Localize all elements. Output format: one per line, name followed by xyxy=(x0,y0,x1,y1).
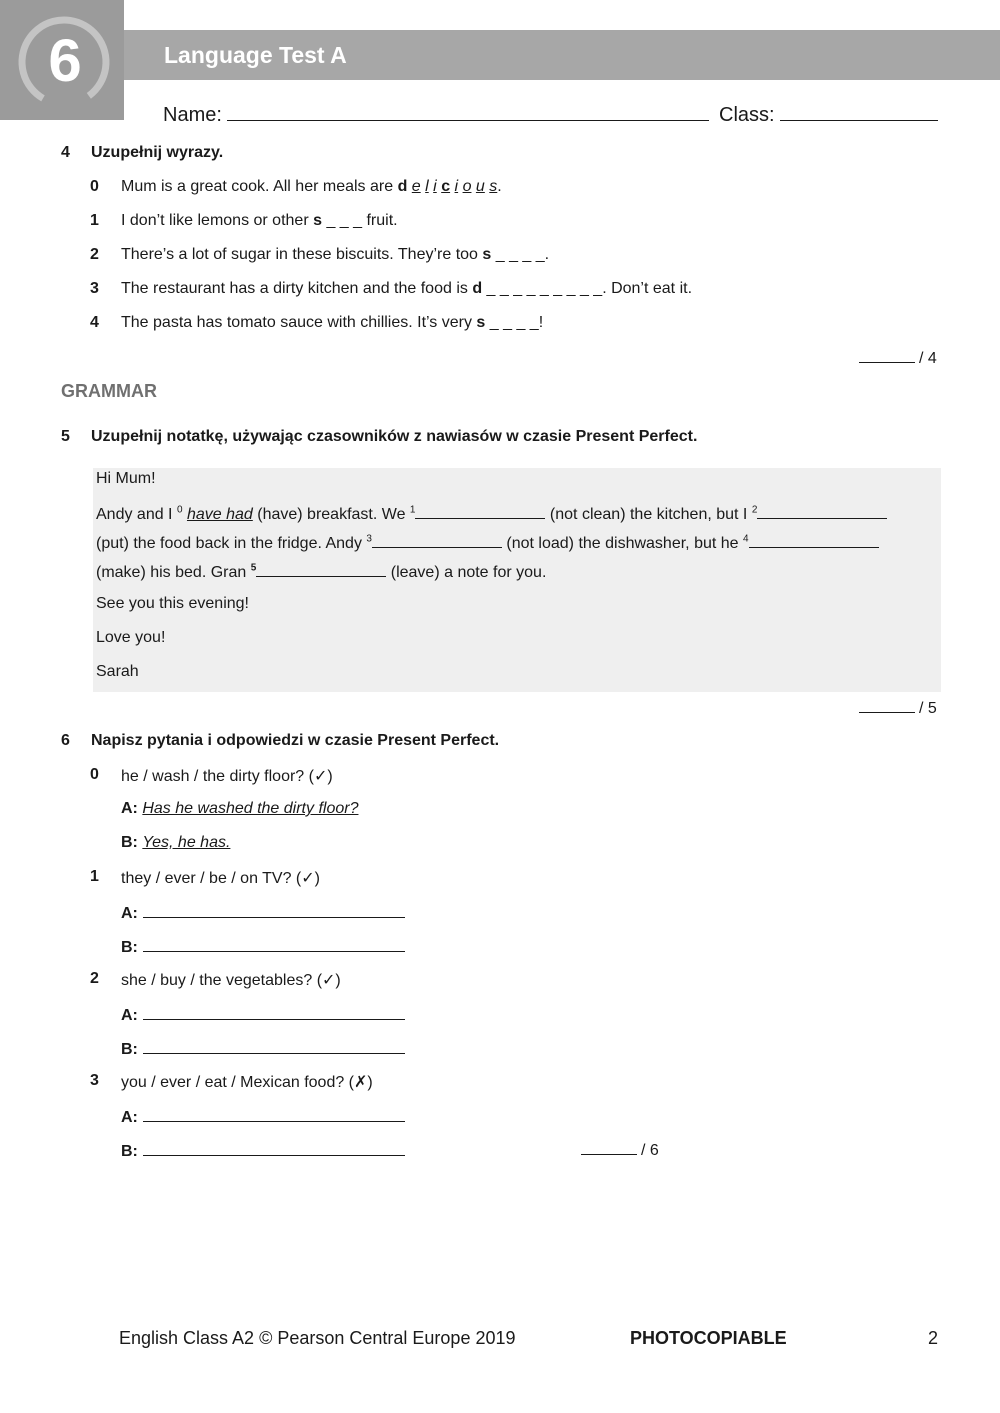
exercise-number: 5 xyxy=(61,428,70,445)
note-closing: Love you! xyxy=(96,629,166,646)
letter: c xyxy=(441,178,451,195)
example-answer: Has he washed the dirty floor? xyxy=(142,800,359,817)
test-title: Language Test A xyxy=(164,42,347,68)
item-number: 1 xyxy=(90,868,99,885)
first-letter: d xyxy=(397,178,408,195)
a-label: A: xyxy=(121,1109,138,1126)
exercise-5-heading xyxy=(61,428,697,446)
name-class-row xyxy=(163,102,938,127)
class-field[interactable] xyxy=(780,102,938,121)
first-letter: s xyxy=(476,314,486,331)
answer-field[interactable] xyxy=(143,936,405,952)
answer-field[interactable] xyxy=(143,1106,405,1122)
exercise-number: 4 xyxy=(61,144,70,161)
ex6-answer-b xyxy=(121,936,405,957)
name-label: Name: xyxy=(163,104,222,126)
gap-number: 3 xyxy=(366,533,372,545)
note-greeting: Hi Mum! xyxy=(96,470,156,487)
letter: u xyxy=(475,178,485,195)
gap-4-field[interactable] xyxy=(749,532,879,548)
note-text: (not clean) the kitchen, but I xyxy=(545,506,752,523)
ex6-answer-b xyxy=(121,1140,405,1161)
gap-1-field[interactable] xyxy=(415,503,545,519)
score-field[interactable] xyxy=(581,1140,637,1155)
first-letter: s xyxy=(313,212,322,229)
first-letter: s xyxy=(482,246,492,263)
gap-number: 0 xyxy=(176,504,183,516)
ex6-answer-a xyxy=(121,800,358,818)
exercise-instruction: Uzupełnij wyrazy. xyxy=(91,144,224,161)
gap-number: 2 xyxy=(751,504,758,516)
unit-badge xyxy=(0,0,124,120)
note-text: (put) the food back in the fridge. Andy xyxy=(96,535,367,552)
period: . xyxy=(497,178,502,195)
ex6-answer-a xyxy=(121,1106,405,1127)
answer-field[interactable] xyxy=(143,1004,405,1020)
gap-number: 4 xyxy=(743,533,749,545)
note-signature: Sarah xyxy=(96,663,139,680)
item-number: 3 xyxy=(90,1072,99,1089)
exercise-instruction: Napisz pytania i odpowiedzi w czasie Present Perfect. xyxy=(91,732,500,749)
class-label: Class: xyxy=(719,104,775,126)
item-number: 3 xyxy=(90,280,99,297)
b-label: B: xyxy=(121,939,138,956)
b-label: B: xyxy=(121,1041,138,1058)
score-total: / 6 xyxy=(641,1142,659,1159)
ex6-prompt: they / ever / be / on TV? (✓) xyxy=(121,870,320,887)
ex6-answer-a xyxy=(121,902,405,923)
score-box-ex5 xyxy=(859,698,937,718)
item-number: 0 xyxy=(90,178,99,195)
ex6-prompt: he / wash / the dirty floor? (✓) xyxy=(121,768,333,785)
ex4-item-0 xyxy=(121,178,502,196)
note-text: (not load) the dishwasher, but he xyxy=(501,535,743,552)
gap-5-field[interactable] xyxy=(256,561,386,577)
ex6-answer-b xyxy=(121,834,230,852)
exercise-4-heading xyxy=(61,144,223,162)
ex6-prompt: you / ever / eat / Mexican food? (✗) xyxy=(121,1074,373,1091)
gap-3-field[interactable] xyxy=(372,532,502,548)
note-box xyxy=(93,468,941,692)
note-text: Andy and I xyxy=(96,506,177,523)
score-total: / 5 xyxy=(919,700,937,717)
item-text: Mum is a great cook. All her meals are xyxy=(121,178,398,195)
a-label: A: xyxy=(121,905,138,922)
letter: e xyxy=(411,178,421,195)
ex4-item-3[interactable] xyxy=(121,280,692,298)
letter: i xyxy=(454,178,459,195)
item-number: 2 xyxy=(90,246,99,263)
answer-field[interactable] xyxy=(143,1038,405,1054)
b-label: B: xyxy=(121,1143,138,1160)
name-field[interactable] xyxy=(227,102,709,121)
footer-copyright: English Class A2 © Pearson Central Europe 2019 xyxy=(119,1328,516,1348)
footer-photocopiable: PHOTOCOPIABLE xyxy=(630,1328,787,1348)
b-label: B: xyxy=(121,834,138,851)
letter: o xyxy=(462,178,472,195)
ex4-item-2[interactable] xyxy=(121,246,549,264)
unit-number: 6 xyxy=(48,27,82,94)
score-box-ex4 xyxy=(859,348,937,368)
gap-2-field[interactable] xyxy=(757,503,887,519)
item-number: 4 xyxy=(90,314,99,331)
item-number: 0 xyxy=(90,766,99,783)
exercise-6-heading xyxy=(61,732,499,750)
letter: s xyxy=(489,178,498,195)
item-gap: _ _ _ _ _ _ _ _ _. Don’t eat it. xyxy=(482,280,693,297)
item-text: The restaurant has a dirty kitchen and the food is xyxy=(121,280,473,297)
example-answer: Yes, he has. xyxy=(142,834,231,851)
a-label: A: xyxy=(121,1007,138,1024)
item-text: There’s a lot of sugar in these biscuits. They’re too xyxy=(121,246,483,263)
ex4-item-1[interactable] xyxy=(121,212,398,230)
ex4-item-4[interactable] xyxy=(121,314,543,332)
item-gap: _ _ _ _. xyxy=(491,246,550,263)
answer-field[interactable] xyxy=(143,902,405,918)
score-total: / 4 xyxy=(919,350,937,367)
item-text: I don’t like lemons or other xyxy=(121,212,314,229)
title-bar xyxy=(124,30,1000,80)
note-line-2 xyxy=(96,532,879,553)
answer-field[interactable] xyxy=(143,1140,405,1156)
a-label: A: xyxy=(121,800,138,817)
example-answer: have had xyxy=(186,506,253,523)
item-text: The pasta has tomato sauce with chillies. It’s very xyxy=(121,314,477,331)
note-closing: See you this evening! xyxy=(96,595,249,612)
ex6-answer-b xyxy=(121,1038,405,1059)
exercise-number: 6 xyxy=(61,732,70,749)
item-gap: _ _ _ _! xyxy=(485,314,544,331)
gap-number: 1 xyxy=(409,504,416,516)
ex6-answer-a xyxy=(121,1004,405,1025)
section-heading: GRAMMAR xyxy=(61,381,157,401)
item-number: 1 xyxy=(90,212,99,229)
score-box-ex6 xyxy=(581,1140,659,1160)
note-text: (make) his bed. Gran xyxy=(96,564,251,581)
first-letter: d xyxy=(472,280,483,297)
item-number: 2 xyxy=(90,970,99,987)
ex6-prompt: she / buy / the vegetables? (✓) xyxy=(121,972,341,989)
note-line-3 xyxy=(96,561,546,582)
item-gap: _ _ _ fruit. xyxy=(322,212,398,229)
note-line-1 xyxy=(96,503,887,524)
score-field[interactable] xyxy=(859,348,915,363)
exercise-instruction: Uzupełnij notatkę, używając czasowników z nawiasów w czasie Present Perfect. xyxy=(91,428,698,445)
page-number: 2 xyxy=(928,1328,939,1348)
note-text: (have) breakfast. We xyxy=(252,506,410,523)
score-field[interactable] xyxy=(859,698,915,713)
letter: i xyxy=(433,178,437,195)
letter: l xyxy=(425,178,429,195)
gap-number: 5 xyxy=(250,562,257,574)
note-text: (leave) a note for you. xyxy=(386,564,547,581)
